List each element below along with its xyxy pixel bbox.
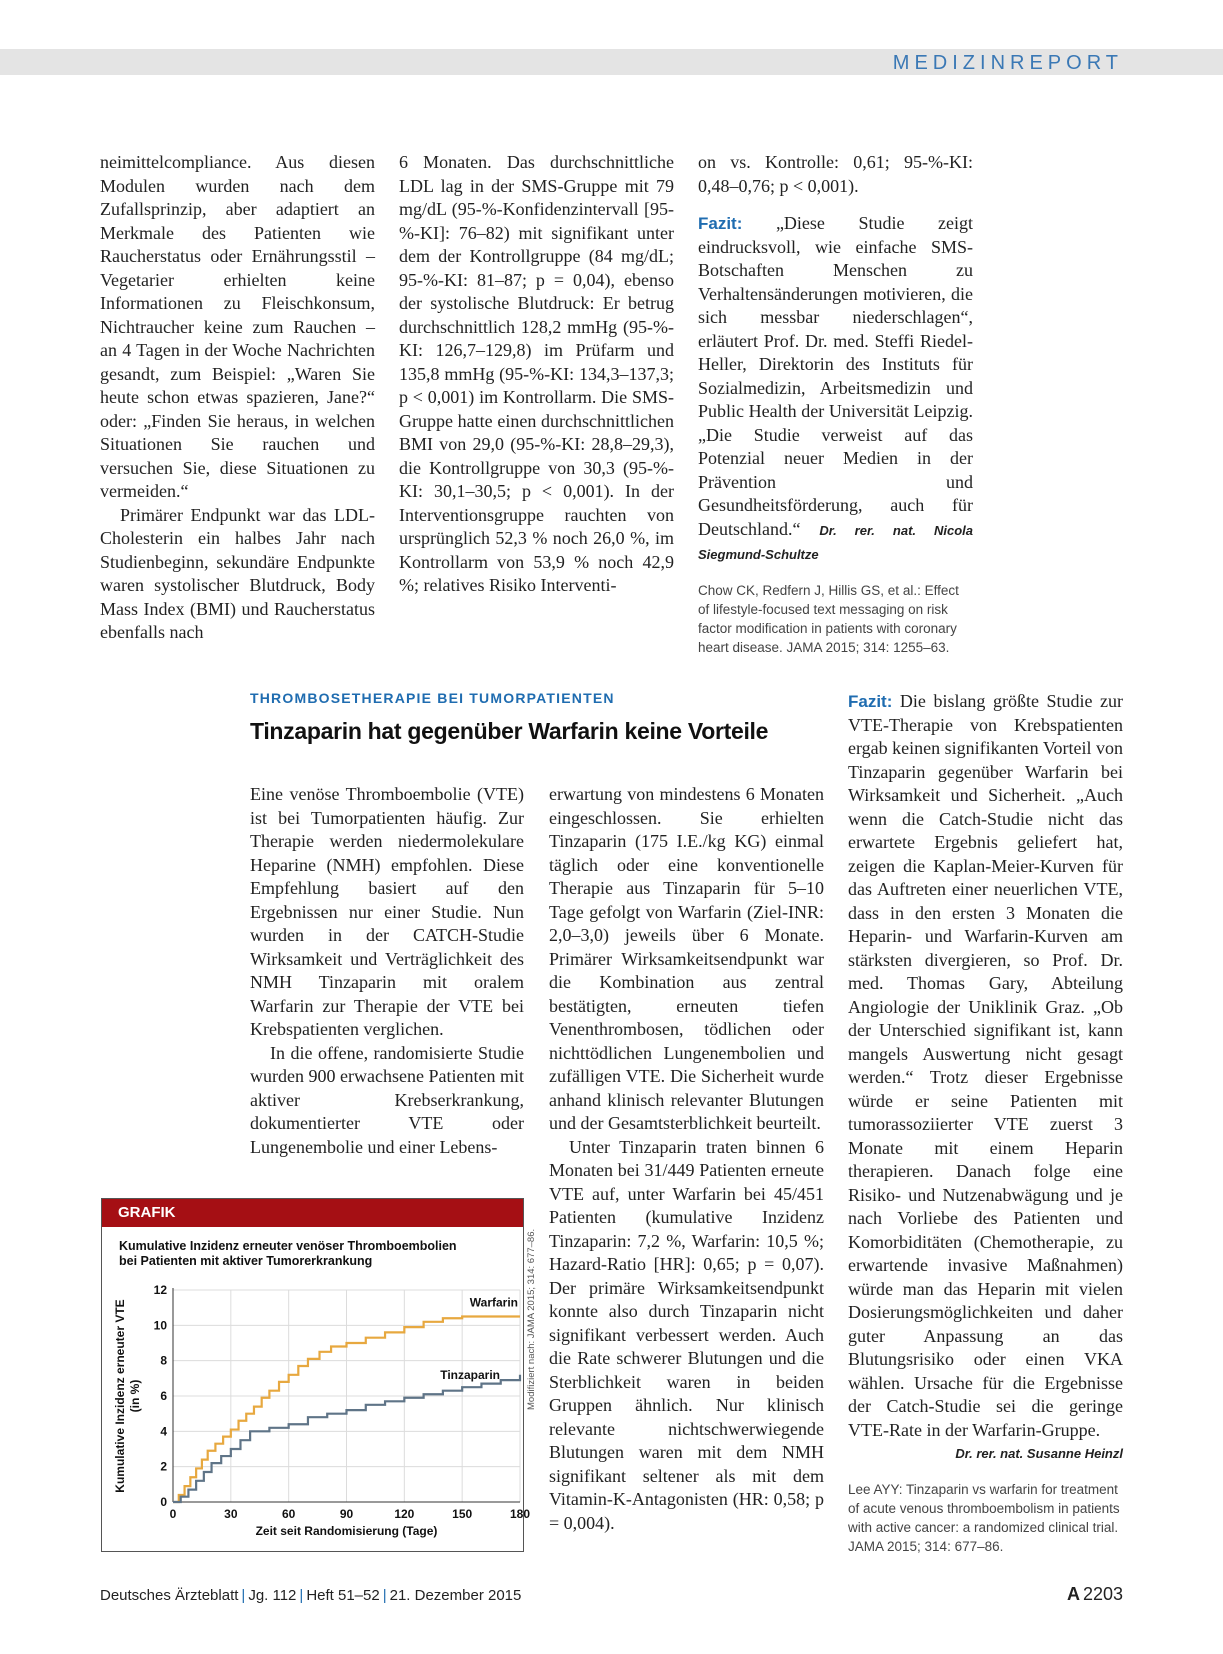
paragraph: 6 Monaten. Das durchschnittliche LDL lag in der SMS-Gruppe mit 79 mg/dL (95-%-Konfidenzintervall [95-%-KI]: 76–82) mit signifikant unter dem der Kontrollgruppe (84 mg/dL; 95-%-KI: 81–87; p = 0,04), ebenso der systolische Blutdruck: Er betrug durchschnittlich 128,2 mmHg (95-%-KI: 126,7–129,8) im Prüfarm und 135,8 mmHg (95-%-KI: 134,3–137,3; p < 0,001) im Kontrollarm. Die SMS-Gruppe hatte einen durchschnittlichen BMI von 29,0 (95-%-KI: 28,8–29,3), die Kontrollgruppe von 30,3 (95-%-KI: 30,1–30,5; p < 0,001). In der Interventionsgruppe rauchten von ursprünglich 52,3 % noch 26,0 %, im Kontrollarm von 53,9 % noch 42,9 %; relatives Risiko Interventi- <box>399 152 674 595</box>
page-prefix: A <box>1066 1584 1080 1604</box>
fazit-label: Fazit: <box>848 692 893 711</box>
figure-header: GRAFIK <box>102 1199 523 1227</box>
y-axis-label: Kumulative Inzidenz erneuter VTE(in %) <box>113 1299 142 1493</box>
kaplan-meier-chart <box>102 1199 531 1551</box>
series-label-warfarin: Warfarin <box>469 1295 518 1310</box>
author-signature: Dr. rer. nat. Nicola Siegmund-Schultze <box>698 522 974 562</box>
article2-column-2 <box>549 783 824 1535</box>
paragraph: In die offene, randomisierte Studie wurden 900 erwachsene Patienten mit aktiver Krebserkrankung, dokumentierter VTE oder Lungenembolie und einer Lebens- <box>250 1042 524 1157</box>
x-axis-label: Zeit seit Randomisierung (Tage) <box>255 1524 438 1538</box>
reference: Lee AYY: Tinzaparin vs warfarin for treatment of acute venous thromboembolism in patients with active cancer: a randomized clinical trial. JAMA 2015; 314: 677–86. <box>848 1481 1120 1554</box>
article1-column-3 <box>698 151 973 657</box>
x-tick-label: 30 <box>224 1507 238 1521</box>
x-tick-label: 60 <box>281 1507 296 1521</box>
article2-kicker: THROMBOSETHERAPIE BEI TUMORPATIENTEN <box>250 690 615 706</box>
figure-title-line: Kumulative Inzidenz erneuter venöser Thromboembolien <box>119 1239 457 1253</box>
paragraph: neimittelcompliance. Aus diesen Modulen wurden nach dem Zufallsprinzip, aber adaptiert an Merkmale des Patienten wie Raucherstatus oder Ernährungsstil – Vegetarier erhielten keine Informationen zu Fleischkonsum, Nichtraucher keine zum Rauchen – an 4 Tagen in der Woche Nachrichten gesandt, zum Beispiel: „Waren Sie heute schon etwas spazieren, Jane?“ oder: „Finden Sie heraus, in welchen Situationen Sie rauchen und versuchen Sie, diese Situationen zu vermeiden.“ <box>100 152 375 501</box>
paragraph: Eine venöse Thromboembolie (VTE) ist bei Tumorpatienten häufig. Zur Therapie werden niedermolekulare Heparine (NMH) empfohlen. Diese Empfehlung basiert auf den Ergebnissen nur einer Studie. Nun wurden in der CATCH-Studie Wirksamkeit und Verträglichkeit des NMH Tinzaparin mit oralem Warfarin zur Therapie der VTE bei Krebspatienten verglichen. <box>250 784 524 1039</box>
y-tick-label: 10 <box>153 1318 167 1333</box>
figure-title-line: bei Patienten mit aktiver Tumorerkrankung <box>119 1254 373 1268</box>
y-tick-label: 4 <box>160 1424 167 1439</box>
x-tick-label: 150 <box>452 1507 473 1521</box>
article2-headline: Tinzaparin hat gegenüber Warfarin keine Vorteile <box>250 718 769 744</box>
fazit-text: „Diese Studie zeigt eindrucksvoll, wie einfache SMS-Botschaften Menschen zu Verhaltensänderungen motivieren, die sich messbar niederschlagen“, erläutert Prof. Dr. med. Steffi Riedel-Heller, Direktorin des Instituts für Sozialmedizin, Arbeitsmedizin und Public Health der Universität Leipzig. „Die Studie verweist auf das Potenzial neuer Medien in der Prävention und Gesundheitsförderung, auch für Deutschland.“ <box>698 213 973 539</box>
article1-column-1 <box>100 151 375 645</box>
fazit-text: Die bislang größte Studie zur VTE-Therapie von Krebspatienten ergab keinen signifikanten Vorteil von Tinzaparin gegenüber Warfarin bei Wirksamkeit und Sicherheit. „Auch wenn die Catch-Studie nicht das erwartete Ergebnis geliefert hat, zeigen die Kaplan-Meier-Kurven für das Auftreten einer neuerlichen VTE, dass in den ersten 3 Monaten die Heparin- und Warfarin-Kurven am stärksten divergieren, so Prof. Dr. med. Thomas Gary, Abteilung Angiologie der Uniklinik Graz. „Ob der Unterschied signifikant ist, kann mangels Auswertung nicht gesagt werden.“ Trotz dieser Ergebnisse würde er seine Patienten mit tumorassoziierter VTE zuerst 3 Monate mit einem Heparin therapieren. Danach folge eine Risiko- und Nutzenabwägung und je nach Vorliebe des Patienten und Komorbiditäten (Chemotherapie, zu erwartende invasive Maßnahmen) würde man das Heparin mit vielen Dosierungsmöglichkeiten und daher guter Anpassung an das Blutungsrisiko oder einen VKA wählen. Ursache für die Ergebnisse der Catch-Studie sei die geringe VTE-Rate in der Warfarin-Gruppe. <box>848 691 1123 1440</box>
fazit-paragraph <box>848 690 1123 1442</box>
figure-credit: Modifiziert nach: JAMA 2015; 314: 677–86. <box>526 1228 537 1410</box>
figure-box <box>101 1198 531 1552</box>
x-tick-label: 90 <box>339 1507 354 1521</box>
reference: Chow CK, Redfern J, Hillis GS, et al.: Effect of lifestyle-focused text messaging on risk factor modification in patients with coronary heart disease. JAMA 2015; 314: 1255–63. <box>698 582 959 655</box>
journal-name: Deutsches Ärzteblatt <box>100 1587 239 1604</box>
article2-column-1 <box>250 783 524 1159</box>
page-number-value: 2203 <box>1082 1584 1123 1604</box>
y-tick-label: 6 <box>160 1389 167 1403</box>
fazit-label: Fazit: <box>698 214 743 233</box>
article2-column-3 <box>848 690 1123 1556</box>
paragraph: on vs. Kontrolle: 0,61; 95-%-KI: 0,48–0,76; p < 0,001). <box>698 152 973 196</box>
article1-column-2 <box>399 151 674 598</box>
y-tick-label: 12 <box>153 1283 167 1297</box>
paragraph: Unter Tinzaparin traten binnen 6 Monaten bei 31/449 Patienten erneute VTE auf, unter Warfarin bei 45/451 Patienten (kumulative Inzidenz Tinzaparin: 7,2 %, Warfarin: 10,5 %; Hazard-Ratio [HR]: 0,65; p = 0,07). Der primäre Wirksamkeitsendpunkt konnte also durch Tinzaparin nicht signifikant verbessert werden. Auch die Rate schwerer Blutungen und die Sterblichkeit waren in beiden Gruppen ähnlich. Nur klinisch relevante nichtschwerwiegende Blutungen waren mit dem NMH signifikant seltener als mit dem Vitamin-K-Antagonisten (HR: 0,58; p = 0,004). <box>549 1136 824 1533</box>
paragraph: erwartung von mindestens 6 Monaten eingeschlossen. Sie erhielten Tinzaparin (175 I.E./kg KG) einmal täglich oder eine konventionelle Therapie aus Tinzaparin für 5–10 Tage gefolgt von Warfarin (Ziel-INR: 2,0–3,0) jeweils über 6 Monate. Primärer Wirksamkeitsendpunkt war die Kombination aus zentral bestätigten, erneuten tiefen Venenthrombosen, tödlichen oder nichttödlichen Lungenembolien und zufälligen VTE. Die Sicherheit wurde anhand klinisch relevanter Blutungen und der Gesamtsterblichkeit beurteilt. <box>549 784 824 1133</box>
x-tick-label: 120 <box>394 1507 415 1521</box>
section-title: MEDIZINREPORT <box>892 52 1123 74</box>
footer-citation: Deutsches Ärzteblatt | Jg. 112 | Heft 51–52 | 21. Dezember 2015 <box>100 1587 522 1604</box>
paragraph: Primärer Endpunkt war das LDL-Cholesterin ein halbes Jahr nach Studienbeginn, sekundäre Endpunkte waren systolischer Blutdruck, Body Mass Index (BMI) und Raucherstatus ebenfalls nach <box>100 504 375 642</box>
journal-volume: Jg. 112 <box>248 1587 297 1604</box>
x-tick-label: 180 <box>509 1507 531 1521</box>
journal-issue: Heft 51–52 <box>306 1587 380 1604</box>
author-signature: Dr. rer. nat. Susanne Heinzl <box>955 1446 1123 1461</box>
page-number <box>1067 1584 1123 1605</box>
y-tick-label: 0 <box>160 1495 167 1509</box>
y-tick-label: 2 <box>160 1459 167 1474</box>
journal-date: 21. Dezember 2015 <box>389 1587 522 1604</box>
x-tick-label: 0 <box>169 1507 177 1521</box>
y-tick-label: 8 <box>160 1353 167 1368</box>
series-label-tinzaparin: Tinzaparin <box>440 1367 500 1382</box>
fazit-paragraph <box>698 212 973 567</box>
